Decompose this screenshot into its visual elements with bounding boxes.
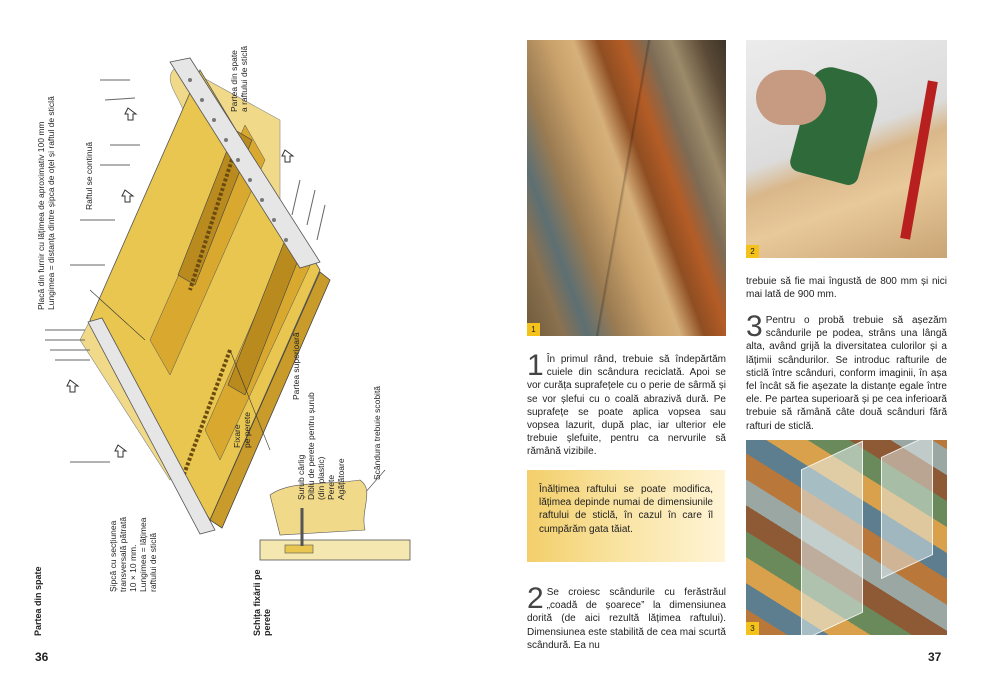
hand-shape: [756, 70, 826, 125]
photo-1: [527, 40, 726, 336]
label-square-strip: Șipcă cu secțiunea transversală pătrată 10 × 10 mm. Lungimea = lățimea raftului de sticlă: [108, 516, 158, 592]
clamp-shape: [900, 80, 938, 239]
photo-tag: 1: [527, 323, 540, 336]
photo-tag: 2: [746, 245, 759, 258]
photo-tag: 3: [746, 622, 759, 635]
glass-shelf-left: [801, 441, 863, 635]
fixing-detail-board: [260, 540, 410, 560]
label-continuing-shelf: Raftul se continuă: [84, 141, 94, 210]
photo-2: [746, 40, 947, 258]
step-number: 3: [746, 310, 763, 343]
page-number-right: 37: [928, 650, 942, 664]
label-top-part: Partea superioară: [291, 332, 301, 400]
step-1: [527, 349, 726, 459]
step-text: Pentru o probă trebuie să așezăm scândurile pe podea, strâns una lângă alta, având grijă la diversitatea culorilor și a lățimii scândurilor. Se introduc rafturile de sticlă între scânduri, conform imaginii, în așa fel încât să fie așezate la distanțe egale între ele. Pe partea superioară și pe cea inferioară trebuie să rămână câte două scânduri fără rafturi de sticlă.: [746, 315, 947, 432]
step-text: Se croiesc scândurile cu ferăstrăul „coadă de șoarece” la dimensiunea dorită (de aici rezultă lățimea raftului). Dimensiunea este stabilită de cea mai scurtă scândură. Ea nu: [527, 587, 726, 651]
label-veneer: Placă din furnir cu lățimea de aproximativ 100 mm Lungimea = distanța dintre șipca de oțel și raftul de sticlă: [36, 96, 56, 310]
step-number: 1: [527, 349, 544, 382]
vertical-title: Partea din spate: [33, 566, 43, 636]
photo-3: [746, 440, 947, 635]
page-number-left: 36: [35, 650, 49, 664]
note-text: Înălțimea raftului se poate modifica, lățimea depinde numai de dimensiunile raftului de sticlă, în cazul în care îl cumpărăm gata tăiat.: [539, 484, 713, 535]
shelf-illustration: [30, 40, 430, 600]
step-2: [527, 582, 726, 652]
step-3: [746, 310, 947, 433]
fixing-title: Schița fixării pe perete: [252, 569, 272, 636]
continuation-text: trebuie să fie mai îngustă de 800 mm și nici mai lată de 900 mm.: [746, 276, 947, 301]
label-board: Scândura trebuie scobită: [372, 385, 382, 480]
label-hanger-parts: Șurub cârlig Diblu de perete pentru șurub (din plastic) Perete Agățătoare: [296, 392, 346, 500]
label-wall-fixing: Fixare pe perete: [232, 412, 252, 448]
glass-shelf-right: [881, 440, 933, 579]
label-back-part-top: Partea din spate a raftului de sticlă: [229, 45, 249, 112]
fixing-detail-hanger: [285, 545, 313, 553]
step-text: În primul rând, trebuie să îndepărtăm cuiele din scândura reciclată. Apoi se vor curăța suprafețele cu o perie de sârmă și se vor șlefui cu o coală abrazivă dură. Pe suprafețe se poate aplica vopsea sau vopsea lazurit, după plac, iar ulterior ele trebuie șlefuite, pentru ca nervurile să rămână vizibile.: [527, 354, 726, 458]
note-box: [527, 470, 725, 562]
step-number: 2: [527, 582, 544, 615]
